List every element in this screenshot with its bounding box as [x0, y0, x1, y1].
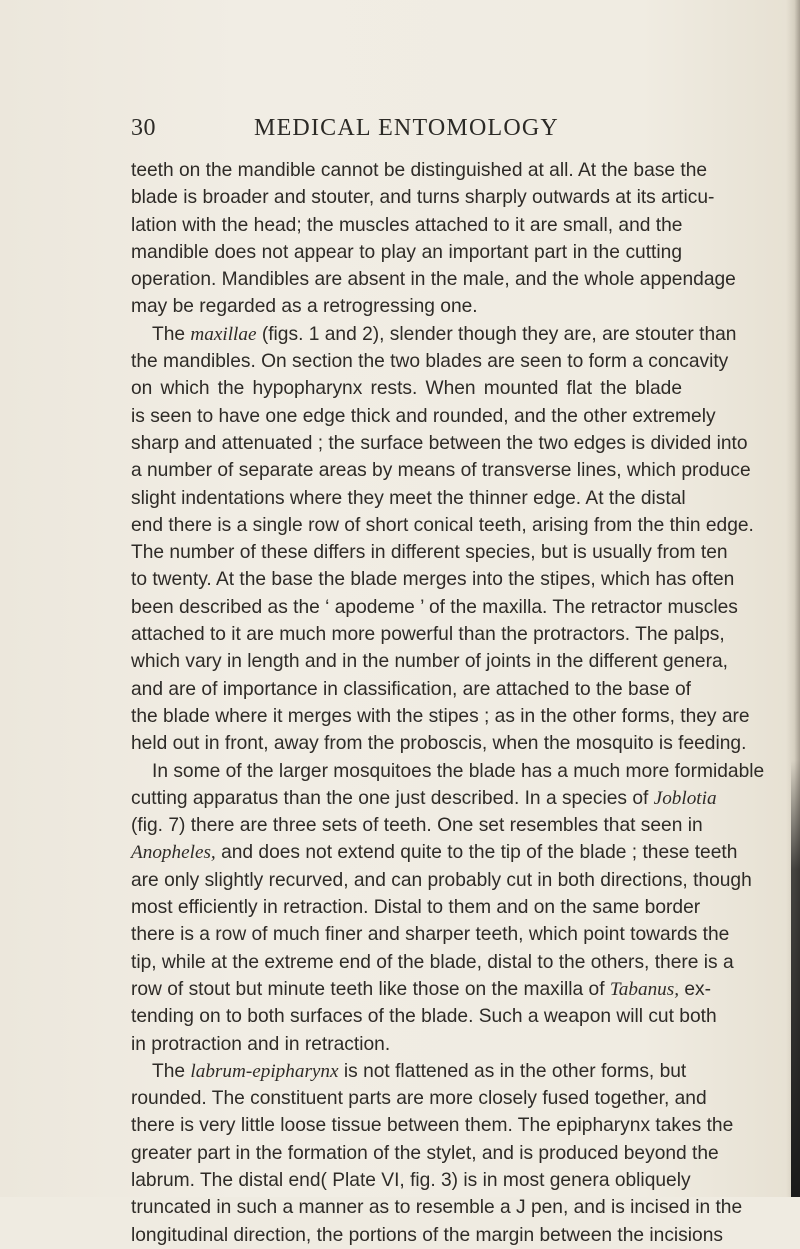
text-line: blade is broader and stouter, and turns sharply outwards at its articu- [131, 187, 715, 209]
text-line: most efficiently in retraction. Distal to them and on the same border [131, 897, 701, 919]
italic-term: maxillae [190, 323, 257, 345]
text-line: In some of the larger mosquitoes the blade has a much more formidable [152, 760, 765, 782]
text-line [131, 1058, 687, 1085]
text-run: and does not extend quite to the tip of the blade ; these teeth [215, 842, 738, 864]
text-run: cutting apparatus than the one just described. In a species of [131, 787, 654, 809]
text-line: teeth on the mandible cannot be distinguished at all. At the base the [131, 160, 708, 181]
text-line: mandible does not appear to play an important part in the cutting [131, 241, 682, 263]
text-line: The number of these differs in different species, but is usually from ten [131, 542, 728, 564]
text-line: truncated in such a manner as to resemble a J pen, and is incised in the [131, 1197, 743, 1219]
text-line: on which the hypopharynx rests. When mounted flat the blade [131, 378, 682, 400]
text-line: greater part in the formation of the stylet, and is produced beyond the [131, 1142, 719, 1164]
text-line: rounded. The constituent parts are more closely fused together, and [131, 1088, 707, 1110]
text-line: tip, while at the extreme end of the blade, distal to the others, there is a [131, 951, 734, 973]
text-line: the mandibles. On section the two blades are seen to form a concavity [131, 351, 729, 373]
text-line: operation. Mandibles are absent in the male, and the whole appendage [131, 269, 736, 291]
text-line: longitudinal direction, the portions of the margin between the incisions [131, 1224, 723, 1246]
text-line: there is a row of much finer and sharper teeth, which point towards the [131, 924, 730, 946]
italic-term: labrum-epipharynx [190, 1060, 339, 1082]
italic-term: Tabanus, [609, 978, 680, 1000]
text-line: may be regarded as a retrogressing one. [131, 296, 478, 318]
text-run: is not flattened as in the other forms, but [338, 1060, 687, 1082]
text-line: end there is a single row of short conical teeth, arising from the thin edge. [131, 514, 754, 536]
page-number: 30 [131, 115, 156, 141]
text-run: The [152, 323, 191, 345]
text-line: and are of importance in classification, are attached to the base of [131, 678, 691, 700]
page-edge-dark [791, 760, 800, 1197]
text-line: is seen to have one edge thick and rounded, and the other extremely [131, 405, 716, 427]
text-line: to twenty. At the base the blade merges into the stipes, which has often [131, 569, 735, 591]
text-run: The [152, 1060, 191, 1082]
text-run: row of stout but minute teeth like those on the maxilla of [131, 978, 610, 1000]
text-line [131, 321, 737, 348]
text-line: held out in front, away from the proboscis, when the mosquito is feeding. [131, 733, 747, 755]
text-line: been described as the ‘ apodeme ’ of the maxilla. The retractor muscles [131, 596, 738, 618]
italic-term: Anopheles, [131, 842, 216, 864]
running-head: MEDICAL ENTOMOLOGY [254, 115, 559, 141]
text-line: a number of separate areas by means of transverse lines, which produce [131, 460, 751, 482]
text-line: are only slightly recurved, and can probably cut in both directions, though [131, 869, 752, 891]
text-line: in protraction and in retraction. [131, 1033, 391, 1055]
text-line: there is very little loose tissue between them. The epipharynx takes the [131, 1115, 734, 1137]
page-header [131, 115, 682, 149]
italic-term: Joblotia [653, 787, 717, 809]
text-run: (figs. 1 and 2), slender though they are, are stouter than [256, 323, 737, 345]
text-line: labrum. The distal end( Plate VI, fig. 3) is in most genera obliquely [131, 1169, 691, 1191]
text-line: attached to it are much more powerful than the protractors. The palps, [131, 624, 725, 646]
text-line: lation with the head; the muscles attached to it are small, and the [131, 214, 683, 236]
text-line: slight indentations where they meet the thinner edge. At the distal [131, 487, 686, 509]
body-text [131, 157, 765, 1249]
text-line: sharp and attenuated ; the surface between the two edges is divided into [131, 432, 748, 454]
text-line [131, 976, 712, 1003]
text-line [131, 839, 738, 866]
text-run: ex- [679, 978, 712, 1000]
text-line [131, 785, 717, 812]
text-line: the blade where it merges with the stipes ; as in the other forms, they are [131, 705, 750, 727]
text-line: (fig. 7) there are three sets of teeth. One set resembles that seen in [131, 815, 703, 837]
text-line: tending on to both surfaces of the blade. Such a weapon will cut both [131, 1006, 717, 1028]
text-line: which vary in length and in the number of joints in the different genera, [131, 651, 728, 673]
